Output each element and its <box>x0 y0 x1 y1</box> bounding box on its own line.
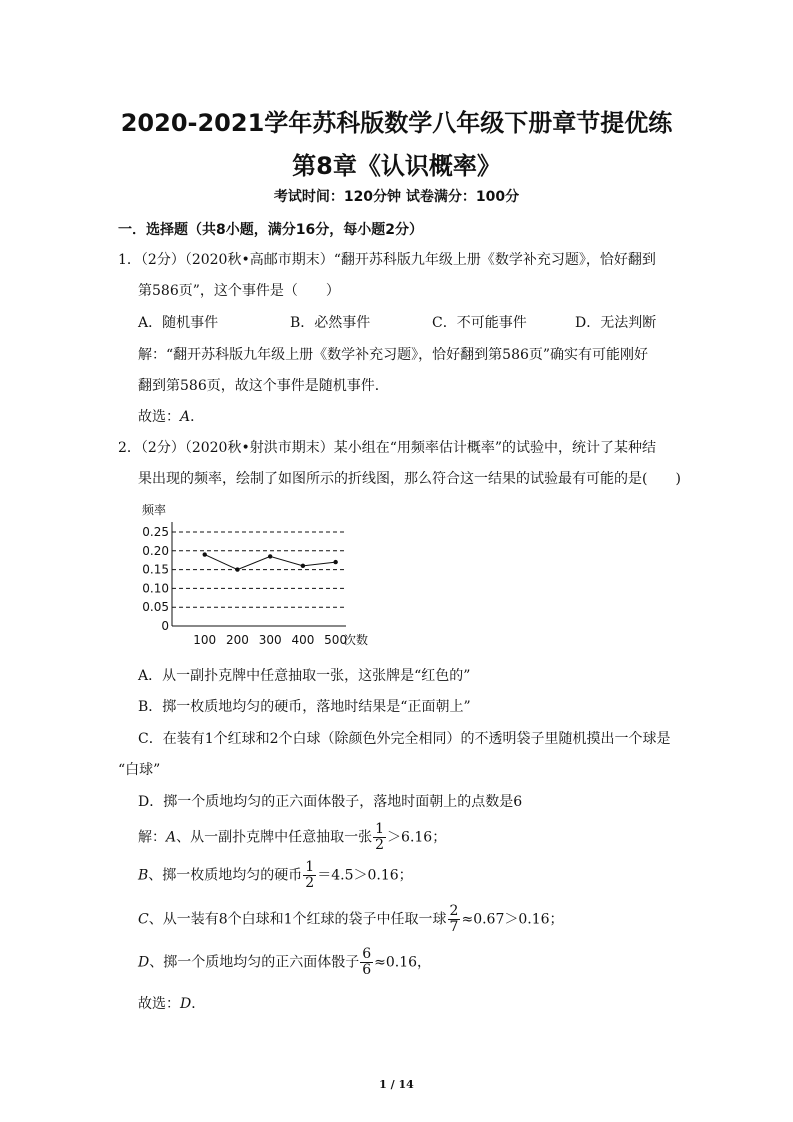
q2-solution-d: D、掷一个质地均匀的正六面体骰子 $\frac{6}{6}$ ≈0.16， <box>138 946 432 978</box>
q2-option-d: D．掷一个质地均匀的正六面体骰子，落地时面朝上的点数是6 <box>138 794 523 810</box>
q2-solution-a: 解：A、从一副扑克牌中任意抽取一张 $\frac{1}{2}$ ＞6.16； <box>138 821 447 853</box>
chart-x-tick-label: 300 <box>258 633 282 647</box>
chart-y-tick-label: 0.25 <box>142 525 169 539</box>
q2-option-a: A．从一副扑克牌中任意抽取一张，这张牌是“红色的” <box>138 668 471 684</box>
document-title-line1: 2020-2021学年苏科版数学八年级下册章节提优练 <box>120 109 673 137</box>
chart-x-tick-label: 100 <box>193 633 217 647</box>
q2-stem-line1: 2．（2分）（2020秋•射洪市期末）某小组在“用频率估计概率”的试验中，统计了某种结 <box>118 440 657 456</box>
q2-answer: 故选：D． <box>138 996 206 1012</box>
chart-x-tick-label: 400 <box>291 633 315 647</box>
chart-x-tick-label: 500 <box>324 633 348 647</box>
q1-stem-line1: 1．（2分）（2020秋•高邮市期末）“翻开苏科版九年级上册《数学补充习题》，恰好翻到 <box>118 252 656 268</box>
chart-data-point <box>235 567 239 571</box>
chart-y-tick-label: 0.20 <box>142 543 169 558</box>
fraction: $\frac{2}{7}$ <box>449 903 459 935</box>
chart-y-tick-label: 0.10 <box>142 581 169 596</box>
chart-data-point <box>268 554 272 558</box>
section-heading: 一．选择题（共8小题，满分16分，每小题2分） <box>118 222 423 238</box>
chart-ylabel: 频率 <box>142 503 167 517</box>
q1-option-c: C．不可能事件 <box>432 315 527 331</box>
fraction: $\frac{1}{2}$ <box>375 821 385 853</box>
q1-solution-line2: 翻到第586页，故这个事件是随机事件． <box>138 378 389 394</box>
q1-solution-line1: 解：“翻开苏科版九年级上册《数学补充习题》，恰好翻到第586页”确实有可能刚好 <box>138 347 649 363</box>
q2-stem-line2: 果出现的频率，绘制了如图所示的折线图，那么符合这一结果的试验最有可能的是( ) <box>138 471 681 487</box>
chart-xlabel: 次数 <box>344 633 369 647</box>
q2-solution-b: B、掷一枚质地均匀的硬币 $\frac{1}{2}$ ＝4.5＞0.16； <box>138 859 413 891</box>
chart-y-tick-label: 0 <box>161 619 169 633</box>
exam-info: 考试时间：120分钟 试卷满分：100分 <box>273 189 520 205</box>
chart-x-tick-label: 200 <box>226 633 249 647</box>
chart-data-point <box>203 552 207 556</box>
fraction: $\frac{6}{6}$ <box>362 946 372 978</box>
q1-option-d: D．无法判断 <box>575 315 657 331</box>
q1-option-a: A．随机事件 <box>138 315 219 331</box>
q1-stem-line2: 第586页”，这个事件是（ ） <box>138 283 340 299</box>
chart-y-tick-label: 0.15 <box>142 562 169 577</box>
chart-data-point <box>301 564 305 568</box>
q2-option-c-line2: “白球” <box>118 762 161 778</box>
fraction: $\frac{1}{2}$ <box>305 859 315 891</box>
chart-y-tick-label: 0.05 <box>142 600 169 615</box>
q2-option-b: B．掷一枚质地均匀的硬币，落地时结果是“正面朝上” <box>138 699 471 715</box>
frequency-line-chart <box>128 496 388 656</box>
page-number: 1 / 14 <box>379 1078 414 1091</box>
q2-solution-c: C、从一装有8个白球和1个红球的袋子中任取一球 $\frac{2}{7}$ ≈0.67＞0.16； <box>138 903 564 935</box>
document-title-line2: 第8章《认识概率》 <box>292 152 501 180</box>
q2-option-c-line1: C．在装有1个红球和2个白球（除颜色外完全相同）的不透明袋子里随机摸出一个球是 <box>138 731 671 747</box>
q1-answer: 故选：A． <box>138 409 205 425</box>
chart-data-point <box>333 560 337 564</box>
q1-option-b: B．必然事件 <box>290 315 371 331</box>
